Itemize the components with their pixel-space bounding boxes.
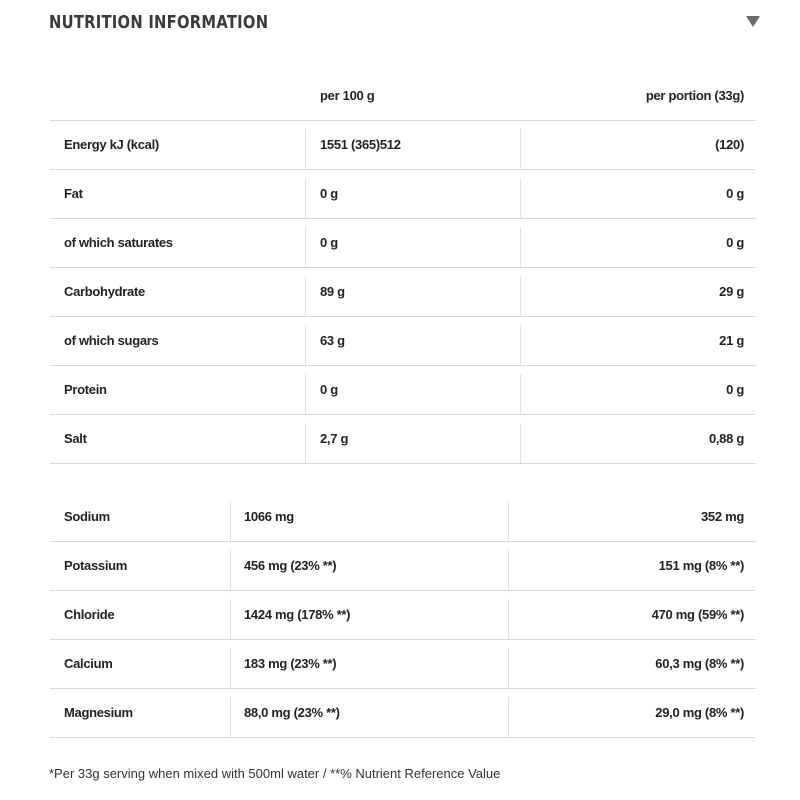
nutrient-label: Carbohydrate — [64, 284, 145, 299]
table-row — [50, 689, 756, 738]
column-divider — [520, 374, 521, 414]
column-divider — [520, 423, 521, 463]
per-100g-value: 456 mg (23% **) — [244, 558, 337, 573]
column-divider — [508, 501, 509, 541]
nutrient-label: Fat — [64, 186, 83, 201]
triangle-down-icon[interactable] — [746, 16, 760, 27]
per-100g-value: 0 g — [320, 235, 338, 250]
column-divider — [305, 178, 306, 218]
per-100g-value: 2,7 g — [320, 431, 349, 446]
column-divider — [508, 648, 509, 688]
per-100g-value: 1066 mg — [244, 509, 294, 524]
table-row — [50, 268, 756, 317]
column-divider — [230, 697, 231, 737]
per-portion-value: 0 g — [726, 235, 744, 250]
mineral-label: Calcium — [64, 656, 113, 671]
column-divider — [230, 599, 231, 639]
column-divider — [305, 276, 306, 316]
column-divider — [230, 648, 231, 688]
column-divider — [508, 697, 509, 737]
column-divider — [305, 374, 306, 414]
mineral-label: Sodium — [64, 509, 110, 524]
column-divider — [520, 276, 521, 316]
footnote: *Per 33g serving when mixed with 500ml water / **% Nutrient Reference Value — [49, 766, 501, 781]
per-portion-value: 0 g — [726, 382, 744, 397]
table-row — [50, 493, 756, 542]
table-row — [50, 219, 756, 268]
mineral-label: Magnesium — [64, 705, 133, 720]
column-divider — [520, 325, 521, 365]
table-row — [50, 591, 756, 640]
nutrient-label: Salt — [64, 431, 87, 446]
per-100g-value: 0 g — [320, 382, 338, 397]
per-portion-value: 352 mg — [700, 509, 744, 524]
column-divider — [520, 178, 521, 218]
column-divider — [230, 550, 231, 590]
column-divider — [305, 227, 306, 267]
table-row — [50, 415, 756, 464]
nutrient-label: of which saturates — [64, 235, 173, 250]
per-portion-value: 29,0 mg (8% **) — [655, 705, 744, 720]
column-divider — [508, 550, 509, 590]
per-100g-value: 0 g — [320, 186, 338, 201]
column-divider — [508, 599, 509, 639]
per-100g-value: 63 g — [320, 333, 345, 348]
table-row — [50, 317, 756, 366]
per-portion-value: 60,3 mg (8% **) — [655, 656, 744, 671]
per-portion-value: 0 g — [726, 186, 744, 201]
per-100g-value: 183 mg (23% **) — [244, 656, 337, 671]
column-divider — [520, 227, 521, 267]
column-divider — [230, 501, 231, 541]
table-row — [50, 121, 756, 170]
per-portion-value: 29 g — [719, 284, 744, 299]
mineral-label: Potassium — [64, 558, 128, 573]
nutrient-label: Energy kJ (kcal) — [64, 137, 159, 152]
mineral-label: Chloride — [64, 607, 115, 622]
section-title: NUTRITION INFORMATION — [49, 12, 269, 33]
column-divider — [520, 129, 521, 169]
per-portion-value: 0,88 g — [708, 431, 744, 446]
per-100g-value: 1424 mg (178% **) — [244, 607, 351, 622]
per-portion-value: (120) — [715, 137, 744, 152]
nutrient-label: Protein — [64, 382, 107, 397]
per-100g-value: 1551 (365)512 — [320, 137, 401, 152]
table-row — [50, 542, 756, 591]
table-row — [50, 170, 756, 219]
per-portion-value: 151 mg (8% **) — [658, 558, 744, 573]
per-100g-value: 89 g — [320, 284, 345, 299]
table-row — [50, 366, 756, 415]
column-header-per-100g: per 100 g — [320, 88, 375, 103]
per-portion-value: 21 g — [719, 333, 744, 348]
column-divider — [305, 423, 306, 463]
column-divider — [305, 129, 306, 169]
table-header-row — [50, 72, 756, 121]
nutrition-header[interactable] — [49, 8, 765, 40]
per-100g-value: 88,0 mg (23% **) — [244, 705, 340, 720]
per-portion-value: 470 mg (59% **) — [651, 607, 744, 622]
column-divider — [305, 325, 306, 365]
column-header-per-portion: per portion (33g) — [645, 88, 744, 103]
table-row — [50, 640, 756, 689]
nutrient-label: of which sugars — [64, 333, 159, 348]
